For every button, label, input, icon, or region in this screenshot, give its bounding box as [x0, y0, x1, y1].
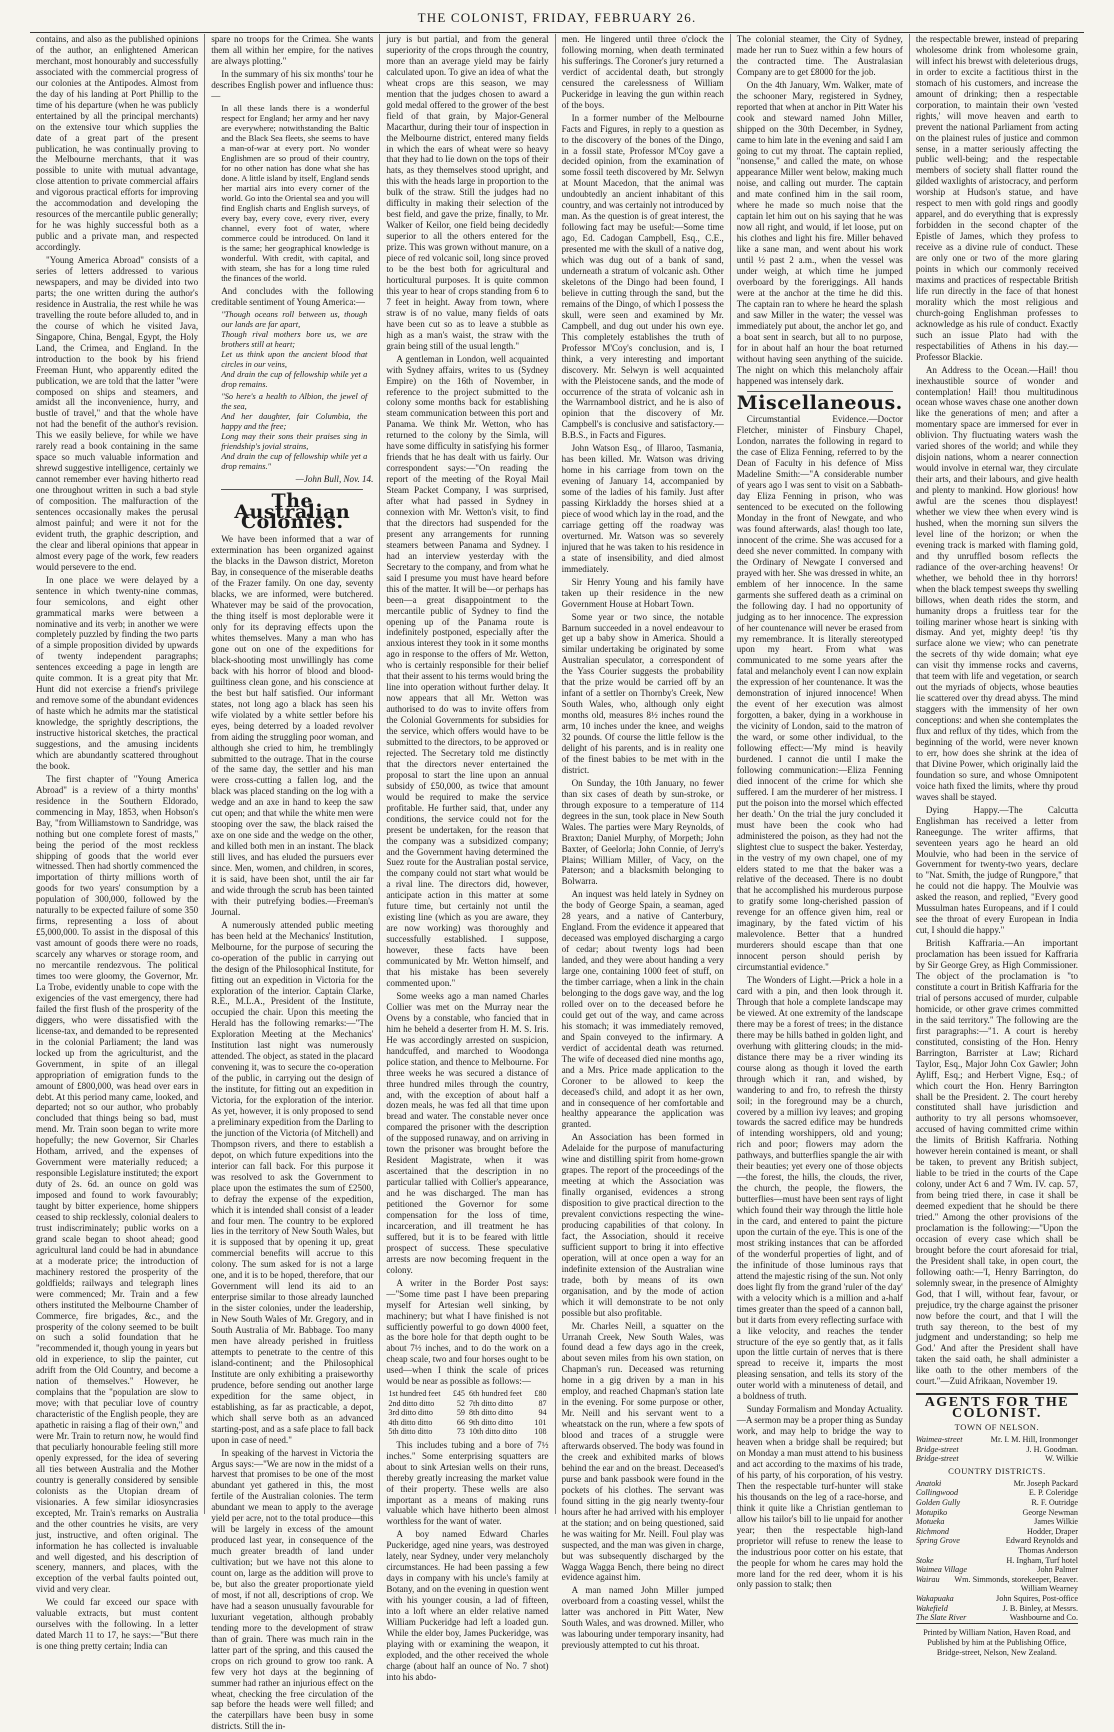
paragraph: A writer in the Border Post says:—"Some time past I have been preparing myself for Artesian well sinking, by machinery; but what I have finished is not sufficiently powerful to go down 4000 feet, as the bore hole for that depth ought to be about 7½ inches, and to do the work on a cheap scale, two and four horses ought to be used—when I think the scale of prices would be near as possible as follows:— [386, 1277, 549, 1387]
country-label: COUNTRY DISTRICTS. [948, 1465, 1046, 1476]
agent-row [916, 1546, 1078, 1556]
imprint: Printed by William Nation, Haven Road, and Published by him at the Publishing Office, Bridge-street, Nelson, New Zealand. [923, 1627, 1071, 1657]
agent-place: Stoke [915, 1555, 934, 1565]
paragraph: In a former number of the Melbourne Facts and Figures, in reply to a question as to the discovery of the bones of the Dingo, in a fossil state, Professor M'Coy gave a decided opinion, from the examination of some fossil teeth discovered by Mr. Selwyn at Mount Macedon, that the animal was undoubtedly an ancient inhabitant of this country, and was certainly not introduced by man. As the question is of great interest, the following fact may be useful:—Some time ago, Ed. Cadogan Campbell, Esq., C.E., presented me with the skull of a native dog, which was dug out of a bank of sand, underneath a stratum of volcanic ash. Other skeletons of the Dingo had been found, I believe in cutting through the sand, but the remains of the Dingo, of which I possess the skull, were seen and examined by Mr. Campbell, and dug out under his own eye. This completely establishes the truth of Professor M'Coy's conclusion, and is, I think, a very interesting and important discovery. Mr. Selwyn is well acquainted with the Pleistocene sands, and the mode of occurrence of the strata of volcanic ash in the Warrnambool district, and he is also of opinion that the discovery of Mr. Campbell's is conclusive and satisfactory.—B.B.S., in Facts and Figures. [561, 112, 724, 441]
agent-place: Motupiko [915, 1507, 948, 1517]
agent-place: Bridge-street [915, 1454, 959, 1464]
agent-name: J. B. Binley, at Messrs. [1002, 1603, 1078, 1613]
table-cell: 9th ditto ditto [468, 1417, 514, 1427]
paragraph: men. He lingered until three o'clock the following morning, when death terminated his sufferings. The Coroner's jury returned a verdict of accidental death, but strongly censured the carelessness of William Puckeridge in leaving the gun within reach of the boys. [561, 34, 724, 110]
agent-name: E. P. Coleridge [1028, 1488, 1078, 1498]
table-cell: £80 [534, 1389, 547, 1399]
agent-place: Wakapuaka [915, 1593, 954, 1603]
paragraph: Circumstantial Evidence.—Doctor Fletcher, minister of Finsbury Chapel, London, narrates the following in regard to the case of Eliza Fenning, referred to by the Dean of Faculty in his defence of Miss Madeline Smith:—"A considerable number of years ago I was sent to visit on a Sabbath-day Eliza Fenning in prison, who was sentenced to be executed on the following Monday in the front of Newgate, and who was found afterwards, alas! though too late, innocent of the crime. She was accused for a deed she never committed. In company with the Ordinary of Newgate I conversed and prayed with her. She was dressed in white, an emblem of her innocence. In the same garments she suffered death as a criminal on the following day. I had no opportunity of judging as to her innocence. The expression of her countenance will never be erased from my remembrance. It is literally stereotyped upon my heart. From what was communicated to me some years after the fatal and melancholy event I can now explain the expression of her countenance. It was the demonstration of injured innocence! When the event of her execution was almost forgotten, a baker, dying in a workhouse in the vicinity of London, said to the matron of the ward, or some other individual, to the following effect:—'My mind is heavily burdened. I cannot die until I make the following communication:—Eliza Fenning died innocent of the crime for which she suffered. I am the murderer of her mistress. I put the poison into the morsel which effected her death.' On the trial the jury concluded it must have been the cook who had administered the poison, as they had not the slightest clue to suspect the baker. Yesterday, in the vestry of my own chapel, one of my elders stated to me that the baker was a relative of the deceased. There is no doubt that he accomplished his murderous purpose to gratify some long-cherished passion of revenge for an offence given him, real or imaginary, by the fated victim of his malevolence. Better that a hundred murderers should escape than that one innocent person should perish by circumstantial evidence." [736, 414, 903, 973]
agents-title: AGENTS FOR THE COLONIST. [924, 1395, 1070, 1422]
agent-place: Golden Gully [915, 1498, 961, 1508]
paragraph: In the summary of his six months' tour he describes English power and influence thus:— [211, 68, 374, 101]
country-agents-list [916, 1479, 1078, 1623]
table-row [386, 1389, 548, 1399]
agent-name: Mr. I. M. Hill, Ironmonger [990, 1435, 1078, 1445]
agent-name: Washbourne and Co. [1009, 1613, 1078, 1623]
agent-name: W. Wilkie [1045, 1454, 1078, 1464]
source-attribution: —John Bull, Nov. 14. [295, 473, 374, 484]
table-row [386, 1399, 548, 1409]
agents-box [916, 1393, 1078, 1624]
table-cell: 2nd ditto ditto [388, 1398, 435, 1408]
table-cell: 87 [538, 1398, 547, 1408]
agent-place: Motueka [915, 1517, 945, 1527]
paragraph: In one place we were delayed by a sentence in which twenty-nine commas, four semicolons, and eight other grammatical marks were between a nominative and its verb; in another we were completely puzzled by finding the two parts of a simple proposition divided by upwards of twenty independent paragraphs; sentences exceeding a page in length are quite common. It is a great pity that Mr. Hunt did not exercise a friend's privilege and remove some of the abundant evidences of haste which he admits mar the statistical knowledge, the sprightly descriptions, the instructive historical sketches, the practical suggestions, and the amusing incidents which are abundantly scattered throughout the book. [36, 574, 199, 771]
table-cell: £45 [452, 1389, 465, 1399]
agent-row [916, 1508, 1078, 1518]
paragraph: Mr. Charles Neill, a squatter on the Urranah Creek, New South Wales, was found dead a few days ago in the creek, about seven miles from his own station, on Chapman's run. Deceased was returning home in a gig driven by a man in his employ, and reached Chapman's station late in the evening. For some purpose or other, Mr. Neill and his servant went to a wheatstack on the run, where a few spots of blood and traces of a struggle were afterwards observed. The body was found in the creek and exhibited marks of blows behind the ear and on the breast. Deceased's purse and bank passbook were found in the pockets of his clothes. The servant was found sitting in the gig nearly twenty-four hours after he had arrived with his employer at the station; and on being questioned, said he was waiting for Mr. Neill. Foul play was suspected, and the man was given in charge, but was subsequently discharged by the Wagga Wagga Bench, there being no direct evidence against him. [561, 1320, 724, 1583]
agent-name: Wm. Simmonds, storekeeper, Beaver. [954, 1574, 1078, 1584]
agent-name: John Palmer [1037, 1565, 1078, 1575]
table-cell: 6th hundred feet [468, 1389, 522, 1399]
table-cell: 3rd ditto ditto [388, 1408, 433, 1418]
table-cell: 5th ditto ditto [388, 1427, 433, 1437]
agent-row [916, 1565, 1078, 1575]
section-heading-australian-colonies: The Australian Colonies. [234, 489, 351, 534]
column-3 [380, 34, 555, 1682]
agent-row [916, 1435, 1078, 1445]
paragraph: A boy named Edward Charles Puckeridge, aged nine years, was destroyed lately, near Sydney, under very melancholy circumstances. He had been passing a few days in company with his uncle's family at Botany, and on the evening in question went with his younger cousin, a lad of fifteen, into a loft where an elder relative named William Puckeridge had left a loaded gun. While the elder boy, James Puckeridge, was playing with or examining the weapon, it exploded, and the other received the whole charge (about half an ounce of No. 7 shot) into his abdo- [386, 1529, 549, 1682]
table-cell: 7th ditto ditto [468, 1398, 514, 1408]
agent-name: George Newman [1022, 1507, 1078, 1517]
paragraph: A man named John Miller jumped overboard from a coasting vessel, whilst the latter was anchored in Pitt Water, New South Wales, and was drowned. Miller, who was labouring under temporary insanity, had previously attempted to cut his throat. [561, 1585, 724, 1651]
agent-name: James Wilkie [1034, 1517, 1078, 1527]
quotation: In all these lands there is a wonderful respect for England; her army and her navy are everywhere; notwithstanding the Baltic and the Black Sea fleets, she seems to have a man-of-war at every port. No wonder Englishmen are so proud of their country, for no other nation has done what she has done. A little island by itself, England sends her martial airs into every corner of the world. Go into the Oriental sea and you will find English charts and English surveys, of every bay, every cove, every river, every channel, every foot of water, where commerce could be introduced. On land it is the same; her geographical knowledge is wonderful. With credit, with capital, and with steam, she has for a long time ruled the finances of the world. [221, 103, 370, 283]
column-5 [731, 34, 910, 1590]
paragraph: British Kaffraria.—An important proclamation has been issued for Kaffraria by Sir George Grey, as High Commissioner. The object of the proclamation is "to constitute a court in British Kaffraria for the trial of persons accused of murder, culpable homicide, or other grave crimes committed in the said territory." The following are the first paragraphs:—"1. A court is hereby constituted, consisting of the Hon. Henry Barrington, Barrister at Law; Richard Taylor, Esq., Major John Cox Gawler; John Ayliff, Esq.; and Herbert Vigne, Esq.; of which court the Hon. Henry Barrington shall be the President. 2. The court hereby constituted shall have jurisdiction and authority to try all persons whomsoever, accused of having committed crime within the limits of British Kaffraria. Nothing however herein contained is meant, or shall be taken, to prevent any British subject, liable to be tried in the courts of the Cape colony, under Act 6 and 7 Wm. IV. cap. 57, from being tried there, in case it shall be deemed expedient that he should be there tried." Among the other provisions of the proclamation is the following:—"Upon the occasion of every case which shall be brought before the court aforesaid for trial, the President shall take, in open court, the following oath:—'I, Henry Barrington, do solemnly swear, in the presence of Almighty God, that I will, without fear, favour, or prejudice, try the charge against the prisoner now before the court, and that I will the truth say thereon, to the best of my judgment and understanding; so help me God.' And after the President shall have taken the said oath, he shall administer a like oath to the other members of the court."—Zuid Afrikaan, November 19. [915, 938, 1078, 1387]
table-cell: 94 [538, 1408, 547, 1418]
agent-place: Waimea Village [915, 1565, 967, 1575]
agent-place: Spring Grove [915, 1536, 960, 1546]
column-6 [910, 34, 1084, 1657]
agent-name: Mr. Joseph Packard [1013, 1478, 1078, 1488]
paragraph: We could far exceed our space with valuable extracts, but must content ourselves with the following. In a letter dated March 11 to 17, he says:—"But there is one thing pretty certain; India can [36, 1597, 199, 1652]
paragraph: An Address to the Ocean.—Hail! thou inexhaustible source of wonder and contemplation! Hail! thou multitudinous ocean whose waves chase one another down like the generations of men; and after a momentary space are immersed for ever in oblivion. Thy fluctuating waters wash the varied shores of the world; and while they disjoin nations, whom a nearer connection would involve in eternal war, they circulate their arts, and their labours, and give health and plenty to mankind. How glorious! how awful are the scenes thou displayest! whether we view thee when every wind is hushed, when the morning sun silvers the level line of the horizon; or when the evening track is marked with flaming gold, and thy unruffled bosom reflects the radiance of the over-arching heavens! Or whether, we behold thee in thy horrors! when the black tempest sweeps thy swelling billows, when death rides the storm, and humanity drops a fruitless tear for the toiling mariner whose heart is sinking with dismay. And yet, mighty deep! 'tis thy surface alone we view; who can penetrate the secrets of thy wide domain; what eye can visit thy immense rocks and caverns, that teem with life and vegetation, or search out the myriads of objects, whose beauties lie scattered over thy dread abyss. The mind staggers with the immensity of her own conceptions: and when she contemplates the flux and reflux of thy tides, which from the beginning of the world, were never known to err, how does she shrink at the idea of that Divine Power, which originally laid the foundation so sure, and whose Omnipotent voice hath fixed the limits, where thy proud waves shall be stayed. [915, 364, 1078, 802]
columns [30, 34, 1084, 1732]
agent-name: John Squires, Post-office [996, 1593, 1078, 1603]
agent-place: Bridge-street [915, 1444, 959, 1454]
page-header: THE COLONIST, FRIDAY, FEBRUARY 26. [30, 10, 1084, 33]
paragraph: A gentleman in London, well acquainted with Sydney affairs, writes to us (Sydney Empire) on the 16th of November, in reference to the project submitted to the colony some months back for establishing steam communication between this port and Panama. We think Mr. Wetton, who has returned to the colony by the Simla, will have some difficulty in satisfying his former friends that he has dealt with us fairly. Our correspondent says:—"On reading the report of the meeting of the Royal Mail Steam Packet Company, I was surprised, after what had passed in Sydney in connexion with Mr. Wetton's visit, to find that the directors had suspended for the present any arrangements for running steamers between Panama and Sydney. I had an interview yesterday with the Secretary to the company, and from what he said I presume you must have heard before this of the matter. It will be—or perhaps has been—a great disappointment to the mercantile public of Sydney to find the opening up of the Panama route is indefinitely postponed, especially after the anxious interest they took in it some months ago in response to the offers of Mr. Wetton, who is certainly responsible for their belief that their assent to his terms would bring the line into operation without further delay. It now appears that all Mr. Wetton was authorised to do was to invite offers from the Colonial Governments for subsidies for the service, which offers would have to be submitted to the directors, to be approved or rejected. The Secretary told me distinctly that the directors never entertained the proposal to start the line upon an annual subsidy of £50,000, as twice that amount would be required to make the service profitable. He further said, that, under any conditions, the service could not for the present be undertaken, for the reason that the company was a subsidized company; and the Government having determined the Suez route for the Australian postal service, the company could not start what would be a rival line. The directors did, however, anticipate action in this matter at some future time, but certainly not until the existing line (which as you are aware, they are now working) was thoroughly and successfully established. I suppose, however, these facts have been communicated by Mr. Wetton himself, and that his mistake has been severely commented upon." [386, 353, 549, 988]
table-cell: 1st hundred feet [388, 1389, 441, 1399]
paragraph: John Watson Esq., of Illaroo, Tasmania, has been killed. Mr. Watson was driving home in his carriage from town on the evening of January 14, accompanied by some of the ladies of his family. Just after passing Kirkladdy the horses shied at a piece of wood which lay in the road, and the carriage getting off the roadway was overturned. Mr. Watson was so severely injured that he was taken to his residence in a state of insensibility, and died almost immediately. [561, 443, 724, 574]
agent-place: Wairau [915, 1574, 940, 1584]
table-cell: 73 [456, 1427, 465, 1437]
paragraph: On the 4th January, Wm. Walker, mate of the schooner Mary, registered in Sydney, reported that when at anchor in Pitt Water his cook and steward named John Miller, shipped on the 30th December, in Sydney, came to him late in the evening and said I am going to cut my throat. The captain replied, "nonsense," and called the mate, on whose appearance Miller went below, making much noise, and calling out murder. The captain and mate confined him in the sail room, where he made so much noise that the captain let him out on his saying that he was now all right, and would, if let loose, put on his clothes and light his fire. Miller behaved like a sane man, and went about his work until ½ past 2 a.m., when the vessel was under weigh, at which time he jumped overboard by the foreriggings. All hands were at the anchor at the time he did this. The captain ran to where he heard the splash and saw Miller in the water; the vessel was immediately put about, the anchor let go, and a boat sent in search, but all to no purpose, for in about half an hour the boat returned without having seen anything of the suicide. The night on which this melancholy affair happened was intensely dark. [736, 79, 903, 386]
column-1 [30, 34, 205, 1652]
agent-row [916, 1556, 1078, 1566]
paragraph: Sunday Formalism and Monday Actuality.—A sermon may be a proper thing as Sunday work, and may help to bridge the way to heaven when a bridge shall be required; but on Monday a man must attend to his business and act according to the maxims of his trade, of his party, of his corporation, of his vestry. Then the respectable turf-hunter will stake his thousands on the leg of a race-horse, and think it quite like a Christian gentleman to allow his tailor's bill to lie unpaid for another year; then the respectable high-land proprietor will refuse to renew the lease to the industrious poor cotter on his estate, that the people for whom he cares may hold the more land for the red deer, whom it is his only passion to stalk; then [736, 1404, 903, 1590]
poem-stanza: "So here's a health to Albion, the jewel of the sea, And her daughter, fair Columbia, the happy and the free; Long may their sons their praises sing in friendship's jovial strains, And drain the cup of fellowship while yet a drop remains." [221, 391, 368, 471]
well-prices-table [386, 1389, 548, 1437]
paragraph: The first chapter of "Young America Abroad" is a review of a thirty months' residence in the Southern Eldorado, commencing in May, 1853, when Hobson's Bay, "from Williamstown to Sandridge, was nothing but one complete forest of masts," being the period of the most reckless shipping of goods that the world ever witnessed. Then had shortly commenced the importation of thirty millions worth of goods for two years' consumption by a population of 300,000, followed by the naturally to be expected failure of some 350 firms, representing a loss of about £5,000,000. To assist in the disposal of this vast amount of goods there were no roads, scarcely any wharves or storage room, and no mercantile rendezvous. The political times too were gloomy, the Governor, Mr. La Trobe, evidently unable to cope with the exigencies of the vast emergency, there had failed the first flush of the prosperity of the diggers, who were dissatisfied with the license-tax, and demanded to be represented in the colonial Parliament; the land was locked up from the agriculturist, and the Government, in spite of an illegal appropriation of emigration funds to the amount of £800,000, was head over ears in debt. At this period many came, looked, and departed; not so our author, who probably concluded that things being so bad, must mend. Mr. Train soon began to write more hopefully; the new Governor, Sir Charles Hotham, arrived, and the expenses of Government were materially reduced; a responsible Legislature instituted; the export duty of 2s. 6d. an ounce on gold was imposed and found to work favourably; taught by bitter experience, home shippers ceased to ship recklessly, colonial dealers to trust indiscriminately; public works on a grand scale began to shoot ahead; good agricultural land could be had in abundance at a moderate price; the introduction of machinery restored the prosperity of the goldfields; railways and telegraph lines were commenced; Mr. Train and a few others instituted the Melbourne Chamber of Commerce, fire brigades, &c., and the prosperity of the colony seemed to be built on such a solid foundation that he "recommended it, though young in years but old in experience, to slip the painter, cut adrift from the Old Country, and become a nation of themselves." However, he complains that the "population are slow to move; with that peculiar love of country characteristic of the English people, they are apathetic in raising a flag of their own," and were Mr. Train to return now, he would find that peculiarly honourable feeling still more openly expressed, for the idea of severing all ties between Australia and the Mother country is generally considered by sensible colonists as the Utopian dream of visionaries. A few similar idiosyncrasies excepted, Mr. Train's remarks on Australia and the other countries he visits, are very just, instructive, and often original. The information he has collected is invaluable and well digested, and his description of scenery, manners, and places, with the exception of the verbal faults pointed out, vivid and very clear. [36, 773, 199, 1595]
paragraph: Some year or two since, the notable Barnum succeeded in a novel endeavour to get up a baby show in America. Should a similar undertaking be originated by some Australian speculator, a correspondent of the Yass Courier suggests the probability that the prize would be carried off by an infant of a settler on Thornby's Creek, New South Wales, who, although only eight months old, measures 8½ inches round the arm, 10 inches under the knee, and weighs 32 pounds. Of course the little fellow is the delight of his parents, and is in reality one of the finest babies to be met with in the district. [561, 611, 724, 775]
paragraph: Sir Henry Young and his family have taken up their residence in the new Government House at Hobart Town. [561, 576, 724, 609]
table-cell: 4th ditto ditto [388, 1417, 433, 1427]
agent-row [916, 1536, 1078, 1546]
agent-row [916, 1498, 1078, 1508]
agent-place: The Slate River [915, 1613, 967, 1623]
town-agents-list [916, 1435, 1078, 1464]
column-4 [556, 34, 731, 1651]
agent-row [916, 1604, 1078, 1614]
agent-row [916, 1479, 1078, 1489]
agent-name: J. H. Goodman. [1026, 1444, 1078, 1454]
agent-row [916, 1488, 1078, 1498]
paragraph: On Sunday, the 10th January, no fewer than six cases of death by sun-stroke, or through exposure to a temperature of 114 degrees in the sun, took place in New South Wales. The parties were Mary Reynolds, of Braxton; Daniel Murphy, of Morpeth; John Baxter, of Geelorla; John Connie, of Jerry's Plains; William Miller, of Vacy, on the Paterson; and a blacksmith belonging to Bolwarra. [561, 777, 724, 887]
agent-place: Waimea-street [915, 1435, 963, 1445]
paragraph: A numerously attended public meeting has been held at the Mechanics' Institution, Melbourne, for the purpose of securing the co-operation of the public in carrying out the design of the Philosophical Institute, for fitting out an expedition in Victoria for the exploration of the interior. Captain Clarke, R.E., M.L.A., President of the Institute, occupied the chair. Upon this meeting the Herald has the following remarks:—"The Exploration Meeting at the Mechanics' Institution last night was numerously attended. The object, as stated in the placard convening it, was to secure the co-operation of the public, in carrying out the design of the institute, for fitting out an expedition in Victoria, for the exploration of the interior. As yet, however, it is only proposed to send a preliminary expedition from the Darling to the junction of the Victoria (of Mitchell) and Thompson rivers, and there to establish a depot, on which future expeditions into the interior can fall back. For this purpose it was resolved to ask the Government to place upon the estimates the sum of £2500, to defray the expense of the expedition, which it is intended shall consist of a leader and four men. The country to be explored lies in the territory of New South Wales, but it is supposed that by opening it up, great commercial benefits will accrue to this colony. The sum asked for is not a large one, and it is to be hoped, therefore, that our Government will lend its aid to an enterprise similar to those already launched in the sister colonies, under the leadership, in New South Wales of Mr. Gregory, and in South Australia of Mr. Babbage. Too many men have already perished in fruitless attempts to penetrate to the centre of this island-continent; and the Philosophical Institute are only exhibiting a praiseworthy prudence, before sending out another large expedition for the same object, in establishing, as far as practicable, a depot, which shall serve both as an advanced starting-post, and as a safe place to fall back upon in case of need." [211, 919, 374, 1445]
paragraph: In speaking of the harvest in Victoria the Argus says:—"We are now in the midst of a harvest that promises to be one of the most abundant yet gathered in this, the most fertile of the Australian colonies. The term abundant we mean to apply to the average yield per acre, not to the total produce—this will be largely in excess of the amount produced last year, in consequence of the much greater breadth of land under cultivation; but we have not this alone to count on, large as the addition will prove to be, but also the greater proportionate yield of most, if not all, descriptions of crop. We have had a season unusually favourable for luxuriant vegetation, although probably tending more to the development of straw than of grain. There was much rain in the latter part of the spring, and this caused the crops on rich ground to grow too rank. A few very hot days at the beginning of summer had rather an injurious effect on the wheat, checking the free circulation of the sap before the heads were well filled; and the caterpillars have been busy in some districts. Still the in- [211, 1447, 374, 1732]
agent-name: Edward Reynolds and [1005, 1536, 1078, 1546]
paragraph: And concludes with the following creditable sentiment of Young America:— [211, 285, 374, 307]
table-cell: 101 [534, 1417, 547, 1427]
paragraph: spare no troops for the Crimea. She wants them all within her empire, for the natives are always plotting." [211, 34, 374, 66]
agent-name: H. Ingham, Turf hotel [1006, 1555, 1078, 1565]
paragraph: An Association has been formed in Adelaide for the purpose of manufacturing wine and distilling spirit from home-grown grapes. The report of the proceedings of the meeting at which the Association was finally organised, evidences a strong disposition to give practical direction to the prevalent convictions respecting the wine-producing capabilities of that colony. In fact, the Association, should it receive sufficient support to bring it into effective operation, will at once open a way for an indefinite extension of the Australian wine trade, both by means of its own organisation, and by the mode of action which it will demonstrate to be not only possible but also profitable. [561, 1132, 724, 1318]
agent-place: Collingwood [915, 1488, 959, 1498]
table-cell: 66 [456, 1417, 465, 1427]
paragraph: This includes tubing and a bore of 7½ inches." Some enterprising squatters are about to sink Artesian wells on their runs, thereby greatly increasing the market value of their property. These wells are also important as a means of making runs valuable which have hitherto been almost worthless for the want of water. [386, 1439, 549, 1527]
agent-row [916, 1594, 1078, 1604]
paragraph: Some weeks ago a man named Charles Collier was met on the Murray near the Ovens by a constable, who fancied that in him he beheld a deserter from H. M. S. Iris. He was accordingly arrested on suspicion, handcuffed, and marched to Woodonga police station, and thence to Melbourne. For three weeks he was secured a distance of three hundred miles through the country, and, with the exception of about half a dozen meals, he was fed all that time upon bread and water. The constable never once compared the prisoner with the description of the supposed runaway, and on arriving in town the prisoner was brought before the Resident Magistrate, when it was ascertained that the description in no particular tallied with Collier's appearance, and he was discharged. The man has petitioned the Governor for some compensation for the loss of time, incarceration, and ill treatment he has suffered, but it is to be feared with little prospect of success. These speculative arrests are now becoming frequent in the colony. [386, 990, 549, 1275]
paragraph: the respectable brewer, instead of preparing wholesome drink from wholesome grain, will infect his brewst with deleterious drugs, in order to excite a factitious thirst in the stomach of his customers, and increase the amount of drinking; then a respectable corporation, to maintain their own 'vested rights,' will move heaven and earth to prevent the national Parliament from acting on the plainest rules of justice and common sense, in a matter seriously affecting the public well-being; and the respectable members of society shall flatter round the gilded waxlights of aristocracy, and perform worship at Hudson's statue, and have respect to men with gold rings and goodly apparel, and do everything that is expressly forbidden in the second chapter of the Epistle of James, which they profess to receive as a divine rule of conduct. These are only one or two of the more glaring points in which our commonly received maxims and practices of respectable British life run directly in the face of that honest morality which the most religious and church-going Englishman professes to acknowledge as his rule of conduct. Exactly such an issue Plato had with the respectabilities of Athens in his day.—Professor Blackie. [915, 34, 1078, 362]
paragraph: The colonial steamer, the City of Sydney, made her run to Suez within a few hours of the contracted time. The Australasian Company are to get £8000 for the job. [736, 34, 903, 77]
poem-stanza: "Though oceans roll between us, though our lands are far apart, Though rival mothers bore us, we are brothers still at heart; Let us think upon the ancient blood that circles in our veins, And drain the cup of fellowship while yet a drop remains. [221, 309, 368, 389]
agent-row [916, 1575, 1078, 1585]
agent-row [916, 1445, 1078, 1455]
paragraph: We have been informed that a war of extermination has been organized against the blacks in the Dawson district, Moreton Bay, in consequence of the miserable deaths of the Frazer family. On one day, seventy blacks, we are informed, were butchered. Whatever may be said of the provocation, the thing itself is most deplorable were it only for its depraving effects upon the whites themselves. Many a man who has gone out on one of the expeditions for black-shooting most unwillingly has come back with his horror of blood and blood-guiltiness clean gone, and his conscience at the best but half satisfied. Our informant states, not long ago a black has seen his wife violated by a white settler before his eyes, being deterred by a loaded revolver from aiding the struggling poor woman, and although she cried to him, he tremblingly submitted to the outrage. That in the course of the same day, the settler and his man were cross-cutting a fallen log, and the black was placed standing on the log with a wedge and an axe in hand to keep the saw cut open; and that while the white men were stooping over the saw, the black raised the axe on one side and the wedge on the other, and killed both men in an instant. The black still lives, and has eluded the pursuers ever since. Men, women, and children, in scores, it is said, have been shot, until the air far and wide through the scrub has been tainted with their putrefying bodies.—Freeman's Journal. [211, 534, 374, 917]
table-row [386, 1408, 548, 1418]
agent-name: William Wearney [1020, 1584, 1078, 1594]
agent-row [916, 1584, 1078, 1594]
agent-row [916, 1527, 1078, 1537]
paragraph: jury is but partial, and from the general superiority of the crops through the country, more than an average yield may be fairly calculated upon. To give an idea of what the wheat crops are this season, we may mention that the judges chosen to award a gold medal offered to the grower of the best field of that grain, by Major-General Macarthur, during their tour of inspection in the Melbourne district, entered many fields in which the ears of wheat were so heavy that they had to lie down on the tops of their hats, as they themselves stood upright, and this with the heads large in proportion to the bulk of the straw. Still the judges had no difficulty in making their selection of the best field, and gave the prize, finally, to Mr. Walker of Keilor, one field being decidedly superior to all the others entered for the prize. This was grown without manure, on a piece of red volcanic soil, long since proved to be the best both for agricultural and horticultural purposes. It is quite common this year to hear of crops standing from 6 to 7 feet in height. Away from town, where straw is of no value, many fields of oats have been cut so as to leave a stubble as high as a man's waist, the straw with the grain being still of the usual length." [386, 34, 549, 351]
paragraph: contains, and also as the published opinions of the author, an enlightened American merchant, most honourably and successfully associated with the commercial progress of our colonies at the Antipodes. Almost from the day of his landing at Port Phillip to the time of his departure (when he was publicly entertained by all the principal merchants) on the extensive tour which supplies the date of a great part of the present publication, he was continually proving to the Melbourne merchants, that it was possible to unite with mutual advantage, close attention to private commercial affairs and vigorous practical efforts for improving the accommodation and developing the resources of the mercantile public generally; for he was highly successful both as a public and a private man, and respected accordingly. [36, 34, 199, 253]
paragraph: An inquest was held lately in Sydney on the body of George Spain, a seaman, aged 28 years, and a native of Canterbury, England. From the evidence it appeared that deceased was employed discharging a cargo of cedar; about twenty logs had been landed, and they were about handing a very large one, containing 1000 feet of stuff, on the timber carriage, when a link in the chain belonging to the dogs gave way, and the log rolled over on to the deceased before he could get out of the way, and came across his stomach; it was immediately removed, and Spain conveyed to the infirmary. A verdict of accidental death was returned. The wife of deceased died nine months ago, and a Mrs. Price made application to the Coroner to be allowed to keep the deceased's child, and adopt it as her own, and in consequence of her comfortable and healthy appearance the application was granted. [561, 889, 724, 1130]
agent-row [916, 1613, 1078, 1623]
paragraph: Dying Happy.—The Calcutta Englishman has received a letter from Raneegunge. The writer affirms, that seventeen years ago he heard an old Moulvie, who had been in the service of Government for twenty-two years, declare to "Nat. Smith, the judge of Rungpore," that he could not die happy. The Moulvie was asked the reason, and replied, "Every good Mussulman hates Europeans, and if I could see the throat of every European in India cut, I should die happy." [915, 804, 1078, 936]
table-cell: 59 [456, 1408, 465, 1418]
agent-name: Thomas Anderson [1018, 1545, 1078, 1555]
table-cell: 10th ditto ditto [468, 1427, 518, 1437]
agent-row [916, 1517, 1078, 1527]
agent-row [916, 1454, 1078, 1464]
agent-place: Anatoki [915, 1478, 942, 1488]
agent-name: R. F. Outridge [1031, 1498, 1078, 1508]
town-label: TOWN OF NELSON. [954, 1422, 1040, 1433]
section-heading-miscellaneous: Miscellaneous. [736, 391, 903, 414]
paragraph: "Young America Abroad" consists of a series of letters addressed to various newspapers, and may be divided into two parts; the one written during the author's residence in Australia, the rest while he was travelling the route before alluded to, and in the course of which he visited Java, Singapore, China, Bengal, Egypt, the Holy Land, the Crimea, and England. In the introduction to the book by his friend Freeman Hunt, who apparently edited the publication, we are told that the latter "were composed on ships and steamers, and amidst all the inconvenience, hurry, and bustle of travel," and that the whole have not had the benefit of the author's revision. This we easily believe, for while we have rarely read a book containing in the same space so much valuable information and shrewd suggestive intelligence, certainly we cannot remember ever having hitherto read one throughout written in such a bad style of composition. The malfuraction of the sentences occasionally makes the perusal almost painful; and were it not for the evident truth, the graphic description, and the clear and liberal opinions that appear in almost every page of the work, few readers would persevere to the end. [36, 255, 199, 572]
table-cell: 8th ditto ditto [468, 1408, 514, 1418]
agent-place: Wakefield [915, 1603, 948, 1613]
table-cell: 108 [534, 1427, 547, 1437]
agent-place: Richmond [915, 1526, 950, 1536]
table-cell: 52 [456, 1398, 465, 1408]
paragraph: The Wonders of Light.—Prick a hole in a card with a pin, and then look through it. Through that hole a complete landscape may be viewed. At one extremity of the landscape there may be a forest of trees; in the distance there may be hills bathed in golden light, and overhung with glittering clouds; in the mid-distance there may be a river winding its course along as though it loved the earth through which it ran, and wished, by wandering to and fro, to refresh the thirsty soil; in the foreground may be a church, covered by a million ivy leaves; and groping towards the sacred edifice may be hundreds of intending worshippers, old and young; rich and poor; flowers may adorn the pathways, and butterflies spangle the air with their beauties; yet every one of those objects—the forest, the hills, the clouds, the river, the church, the people, the flowers, the butterflies—must have been sent rays of light which found their way through the little hole in the card, and entered to paint the picture upon the curtain of the eye. This is one of the most striking instances that can be afforded of the wonderful properties of light, and of the infinitude of those luminous rays that attend the majestic rising of the sun. Not only does light fly from the grand 'ruler of the day' with a velocity which is a million and a-half times greater than the speed of a cannon ball, but it darts from every reflecting surface with a like velocity, and reaches the tender structure of the eye so gently that, as it falls upon the little curtain of nerves that is there spread to receive it, imparts the most pleasing sensation, and tells its story of the outer world with a minuteness of detail, and a boldness of truth. [736, 975, 903, 1402]
agent-name: Hodder, Draper [1026, 1526, 1078, 1536]
table-row [386, 1418, 548, 1428]
table-row [386, 1427, 548, 1437]
column-2 [205, 34, 380, 1732]
